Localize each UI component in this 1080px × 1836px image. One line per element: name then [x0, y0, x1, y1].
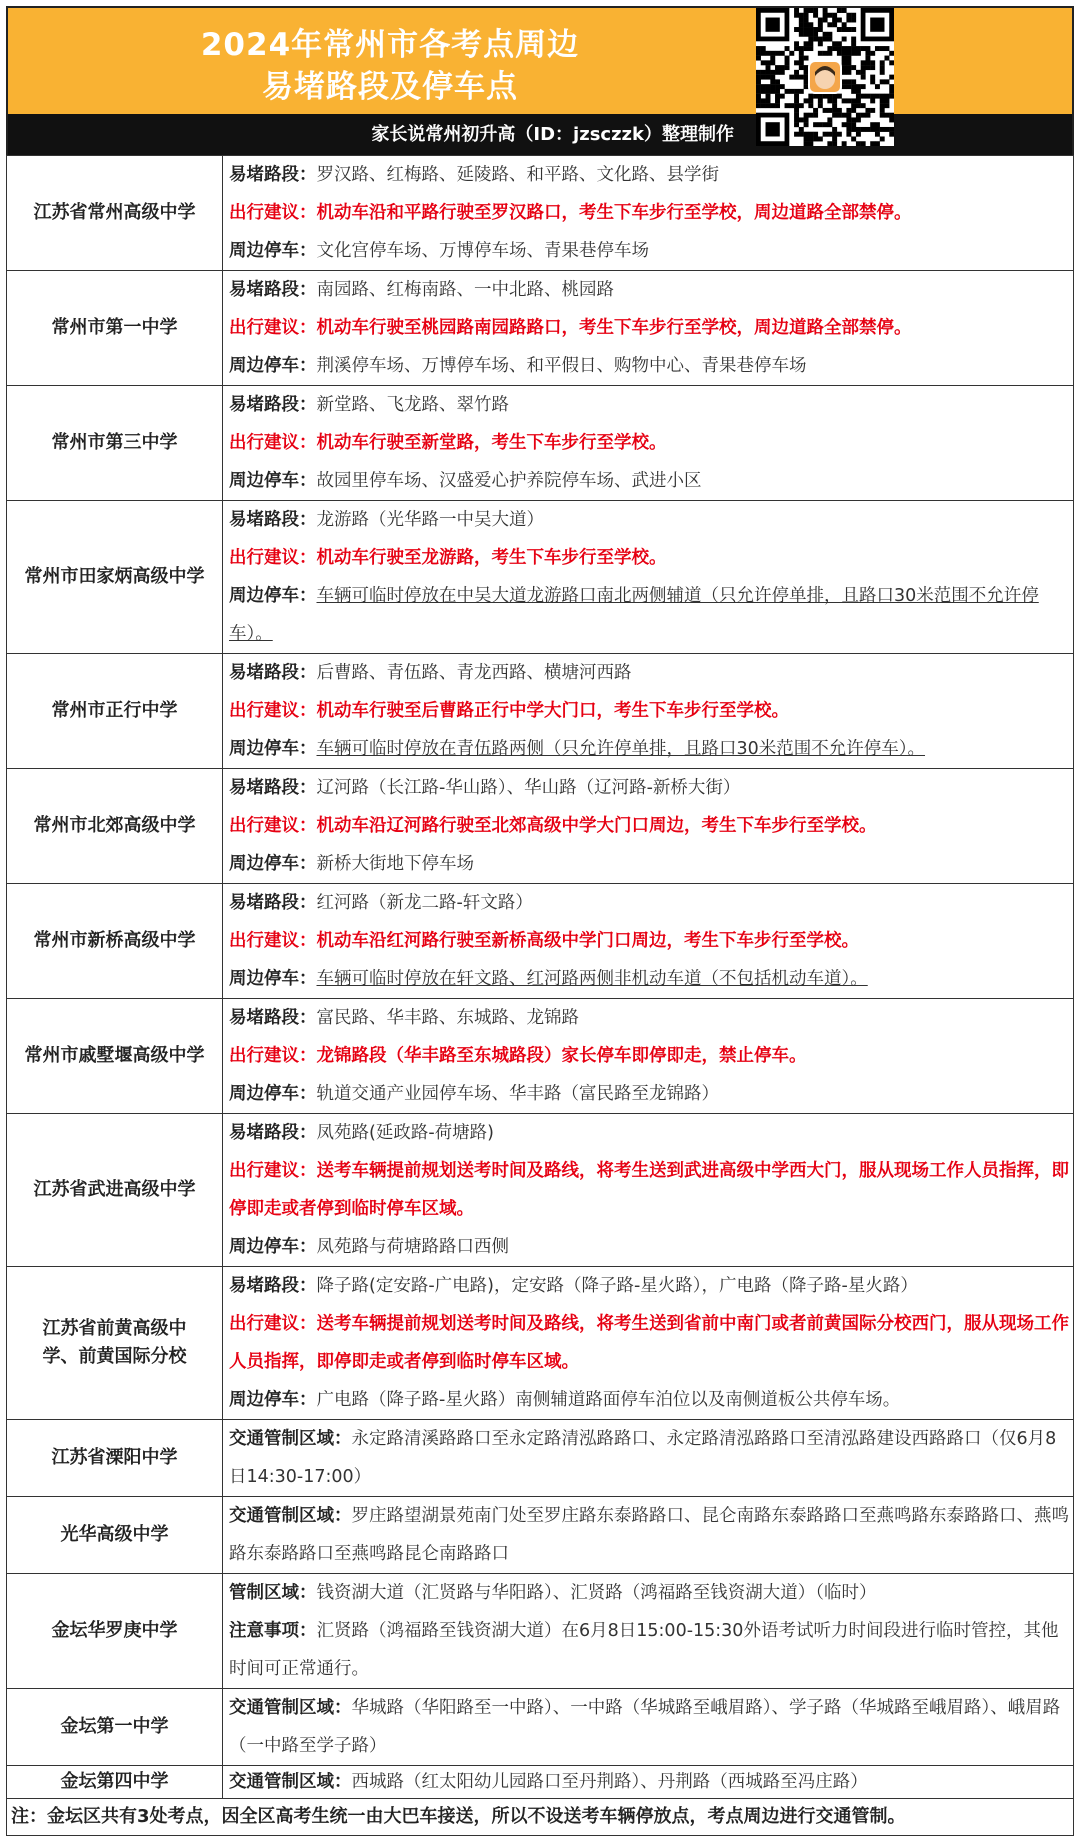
- jam-roads-value: 罗汉路、红梅路、延陵路、和平路、文化路、县学街: [316, 165, 719, 185]
- attention-note-label: 注意事项：: [229, 1621, 317, 1641]
- table-row: [7, 1497, 1074, 1574]
- jam-roads-value: 新堂路、飞龙路、翠竹路: [316, 395, 509, 415]
- school-name: 江苏省武进高级中学: [7, 1114, 223, 1267]
- school-info: [223, 386, 1074, 501]
- school-info: [223, 1574, 1074, 1689]
- table-row: [7, 1766, 1074, 1799]
- travel-advice-label: 出行建议：: [229, 203, 317, 223]
- school-info: [223, 999, 1074, 1114]
- travel-advice: [229, 1305, 1069, 1381]
- school-info: [223, 1420, 1074, 1497]
- school-info: [223, 501, 1074, 654]
- nearby-parking-label: 周边停车：: [229, 586, 317, 606]
- nearby-parking-value: 文化宫停车场、万博停车场、青果巷停车场: [316, 241, 649, 261]
- table-row: [7, 386, 1074, 501]
- nearby-parking: [229, 1075, 1069, 1113]
- nearby-parking-value: 车辆可临时停放在中吴大道龙游路口南北两侧辅道（只允许停单排，且路口30米范围不允许停车）。: [229, 586, 1039, 644]
- table-row: [7, 999, 1074, 1114]
- travel-advice-value: 机动车行驶至桃园路南园路路口，考生下车步行至学校，周边道路全部禁停。: [316, 318, 912, 338]
- nearby-parking: [229, 1228, 1069, 1266]
- qr-code-icon: [756, 8, 894, 146]
- travel-advice-value: 机动车沿辽河路行驶至北郊高级中学大门口周边，考生下车步行至学校。: [316, 816, 877, 836]
- table-row: [7, 1267, 1074, 1420]
- school-name: 光华高级中学: [7, 1497, 223, 1574]
- jam-roads-label: 易堵路段：: [229, 1276, 317, 1296]
- nearby-parking-label: 周边停车：: [229, 1084, 317, 1104]
- traffic-control-area-value: 罗庄路望湖景苑南门处至罗庄路东泰路路口、昆仑南路东泰路路口至燕鸣路东泰路路口、燕鸣路东泰路路口至燕鸣路昆仑南路路口: [229, 1506, 1069, 1564]
- subtitle: 家长说常州初升高（ID：jzsczzk）整理制作: [371, 124, 734, 145]
- jam-roads: [229, 999, 1069, 1037]
- jam-roads: [229, 271, 1069, 309]
- traffic-control-area-value: 永定路清溪路路口至永定路清泓路路口、永定路清泓路路口至清泓路建设西路路口（仅6月8日14:30-17:00）: [229, 1429, 1057, 1487]
- jam-roads-label: 易堵路段：: [229, 1008, 317, 1028]
- school-info: [223, 1689, 1074, 1766]
- table-row: [7, 1114, 1074, 1267]
- school-info: [223, 1267, 1074, 1420]
- traffic-control-area: [229, 1689, 1069, 1765]
- travel-advice-label: 出行建议：: [229, 433, 317, 453]
- travel-advice: [229, 539, 1069, 577]
- school-name: 常州市田家炳高级中学: [7, 501, 223, 654]
- nearby-parking-label: 周边停车：: [229, 1390, 317, 1410]
- travel-advice: [229, 309, 1069, 347]
- traffic-control-area-value: 华城路（华阳路至一中路）、一中路（华城路至峨眉路）、学子路（华城路至峨眉路）、峨眉路（一中路至学子路）: [229, 1698, 1061, 1756]
- school-info: [223, 1766, 1074, 1799]
- header: [6, 6, 1074, 114]
- table-row: [7, 884, 1074, 999]
- jam-roads-label: 易堵路段：: [229, 510, 317, 530]
- jam-roads-label: 易堵路段：: [229, 1123, 317, 1143]
- nearby-parking-label: 周边停车：: [229, 241, 317, 261]
- nearby-parking-value: 荆溪停车场、万博停车场、和平假日、购物中心、青果巷停车场: [316, 356, 807, 376]
- traffic-control-area-value: 西城路（红太阳幼儿园路口至丹荆路）、丹荆路（西城路至冯庄路）: [351, 1772, 868, 1792]
- travel-advice-value: 机动车行驶至新堂路，考生下车步行至学校。: [316, 433, 667, 453]
- nearby-parking-value: 故园里停车场、汉盛爱心护养院停车场、武进小区: [316, 471, 702, 491]
- school-info: [223, 1497, 1074, 1574]
- school-name: 江苏省前黄高级中学、前黄国际分校: [7, 1267, 223, 1420]
- table-row: [7, 1420, 1074, 1497]
- table-row: [7, 156, 1074, 271]
- table-row: [7, 654, 1074, 769]
- nearby-parking-value: 新桥大街地下停车场: [316, 854, 474, 874]
- nearby-parking: [229, 1381, 1069, 1419]
- school-name: 金坛华罗庚中学: [7, 1574, 223, 1689]
- nearby-parking: [229, 347, 1069, 385]
- nearby-parking: [229, 845, 1069, 883]
- school-name: 常州市新桥高级中学: [7, 884, 223, 999]
- travel-advice-label: 出行建议：: [229, 816, 317, 836]
- school-name: 常州市第三中学: [7, 386, 223, 501]
- nearby-parking-value: 广电路（降子路-星火路）南侧辅道路面停车泊位以及南侧道板公共停车场。: [316, 1390, 901, 1410]
- jam-roads-label: 易堵路段：: [229, 893, 317, 913]
- nearby-parking-label: 周边停车：: [229, 356, 317, 376]
- jam-roads-label: 易堵路段：: [229, 165, 317, 185]
- table-row: [7, 1689, 1074, 1766]
- jam-roads-label: 易堵路段：: [229, 663, 317, 683]
- school-info: [223, 1114, 1074, 1267]
- avatar-icon: [809, 61, 841, 93]
- traffic-control-area-label: 交通管制区域：: [229, 1429, 352, 1449]
- travel-advice: [229, 807, 1069, 845]
- travel-advice: [229, 424, 1069, 462]
- nearby-parking-label: 周边停车：: [229, 854, 317, 874]
- nearby-parking: [229, 960, 1069, 998]
- travel-advice: [229, 1037, 1069, 1075]
- nearby-parking-value: 车辆可临时停放在青伍路两侧（只允许停单排，且路口30米范围不允许停车）。: [316, 739, 926, 759]
- travel-advice-value: 机动车行驶至后曹路正行中学大门口，考生下车步行至学校。: [316, 701, 789, 721]
- nearby-parking: [229, 462, 1069, 500]
- nearby-parking-label: 周边停车：: [229, 739, 317, 759]
- travel-advice-label: 出行建议：: [229, 548, 317, 568]
- jam-roads: [229, 156, 1069, 194]
- school-name: 常州市戚墅堰高级中学: [7, 999, 223, 1114]
- control-area-value: 钱资湖大道（汇贤路与华阳路）、汇贤路（鸿福路至钱资湖大道）（临时）: [316, 1583, 877, 1603]
- nearby-parking-label: 周边停车：: [229, 1237, 317, 1257]
- travel-advice-value: 机动车行驶至龙游路，考生下车步行至学校。: [316, 548, 667, 568]
- travel-advice: [229, 194, 1069, 232]
- nearby-parking-label: 周边停车：: [229, 471, 317, 491]
- travel-advice: [229, 1152, 1069, 1228]
- exam-site-table: [6, 155, 1074, 1836]
- travel-advice-label: 出行建议：: [229, 1161, 317, 1181]
- jam-roads-value: 龙游路（光华路一中吴大道）: [316, 510, 544, 530]
- jam-roads-label: 易堵路段：: [229, 778, 317, 798]
- travel-advice-value: 机动车沿和平路行驶至罗汉路口，考生下车步行至学校，周边道路全部禁停。: [316, 203, 912, 223]
- subtitle-bar: [6, 114, 1074, 155]
- jam-roads-value: 降子路(定安路-广电路)，定安路（降子路-星火路），广电路（降子路-星火路）: [316, 1276, 918, 1296]
- travel-advice: [229, 692, 1069, 730]
- jam-roads: [229, 1267, 1069, 1305]
- school-name: 常州市北郊高级中学: [7, 769, 223, 884]
- travel-advice: [229, 922, 1069, 960]
- travel-advice-label: 出行建议：: [229, 1314, 317, 1334]
- nearby-parking-value: 轨道交通产业园停车场、华丰路（富民路至龙锦路）: [316, 1084, 719, 1104]
- jam-roads: [229, 1114, 1069, 1152]
- table-row: [7, 501, 1074, 654]
- nearby-parking: [229, 730, 1069, 768]
- control-area: [229, 1574, 1069, 1612]
- travel-advice-value: 送考车辆提前规划送考时间及路线，将考生送到武进高级中学西大门，服从现场工作人员指挥，即停即走或者停到临时停车区域。: [229, 1161, 1069, 1219]
- traffic-control-area-label: 交通管制区域：: [229, 1506, 352, 1526]
- title-line-2: 易堵路段及停车点: [262, 69, 518, 105]
- nearby-parking-value: 车辆可临时停放在轩文路、红河路两侧非机动车道（不包括机动车道）。: [316, 969, 868, 989]
- school-info: [223, 884, 1074, 999]
- jam-roads-label: 易堵路段：: [229, 280, 317, 300]
- jam-roads: [229, 386, 1069, 424]
- title-line-1: 2024年常州市各考点周边: [200, 27, 580, 63]
- traffic-control-area-label: 交通管制区域：: [229, 1698, 352, 1718]
- traffic-control-area: [229, 1497, 1069, 1573]
- jam-roads-value: 南园路、红梅南路、一中北路、桃园路: [316, 280, 614, 300]
- school-name: 金坛第四中学: [7, 1766, 223, 1799]
- school-name: 江苏省常州高级中学: [7, 156, 223, 271]
- school-name: 金坛第一中学: [7, 1689, 223, 1766]
- jam-roads: [229, 769, 1069, 807]
- footer-note: 注：金坛区共有3处考点，因全区高考生统一由大巴车接送，所以不设送考车辆停放点，考点周边进行交通管制。: [7, 1799, 1074, 1836]
- traffic-control-area: [229, 1420, 1069, 1496]
- nearby-parking: [229, 232, 1069, 270]
- attention-note-value: 汇贤路（鸿福路至钱资湖大道）在6月8日15:00-15:30外语考试听力时间段进行临时管控，其他时间可正常通行。: [229, 1621, 1059, 1679]
- school-name: 常州市第一中学: [7, 271, 223, 386]
- jam-roads-value: 辽河路（长江路-华山路）、华山路（辽河路-新桥大街）: [316, 778, 741, 798]
- jam-roads: [229, 654, 1069, 692]
- school-info: [223, 156, 1074, 271]
- travel-advice-value: 送考车辆提前规划送考时间及路线，将考生送到省前中南门或者前黄国际分校西门，服从现场工作人员指挥，即停即走或者停到临时停车区域。: [229, 1314, 1069, 1372]
- jam-roads-label: 易堵路段：: [229, 395, 317, 415]
- jam-roads-value: 富民路、华丰路、东城路、龙锦路: [316, 1008, 579, 1028]
- travel-advice-label: 出行建议：: [229, 1046, 317, 1066]
- traffic-control-area-label: 交通管制区域：: [229, 1772, 352, 1792]
- nearby-parking: [229, 577, 1069, 653]
- jam-roads: [229, 884, 1069, 922]
- travel-advice-label: 出行建议：: [229, 931, 317, 951]
- page-title: [8, 24, 772, 108]
- travel-advice-value: 龙锦路段（华丰路至东城路段）家长停车即停即走，禁止停车。: [316, 1046, 807, 1066]
- school-info: [223, 654, 1074, 769]
- travel-advice-label: 出行建议：: [229, 318, 317, 338]
- traffic-control-area: [229, 1766, 1069, 1798]
- travel-advice-value: 机动车沿红河路行驶至新桥高级中学门口周边，考生下车步行至学校。: [316, 931, 859, 951]
- qr-code[interactable]: [756, 8, 894, 146]
- table-row: [7, 769, 1074, 884]
- nearby-parking-label: 周边停车：: [229, 969, 317, 989]
- jam-roads-value: 凤苑路(延政路-荷塘路): [316, 1123, 494, 1143]
- jam-roads: [229, 501, 1069, 539]
- table-row: [7, 271, 1074, 386]
- nearby-parking-value: 凤苑路与荷塘路路口西侧: [316, 1237, 509, 1257]
- travel-advice-label: 出行建议：: [229, 701, 317, 721]
- school-name: 江苏省溧阳中学: [7, 1420, 223, 1497]
- control-area-label: 管制区域：: [229, 1583, 317, 1603]
- attention-note: [229, 1612, 1069, 1688]
- school-info: [223, 769, 1074, 884]
- school-name: 常州市正行中学: [7, 654, 223, 769]
- jam-roads-value: 后曹路、青伍路、青龙西路、横塘河西路: [316, 663, 632, 683]
- school-info: [223, 271, 1074, 386]
- table-row: [7, 1574, 1074, 1689]
- jam-roads-value: 红河路（新龙二路-轩文路）: [316, 893, 533, 913]
